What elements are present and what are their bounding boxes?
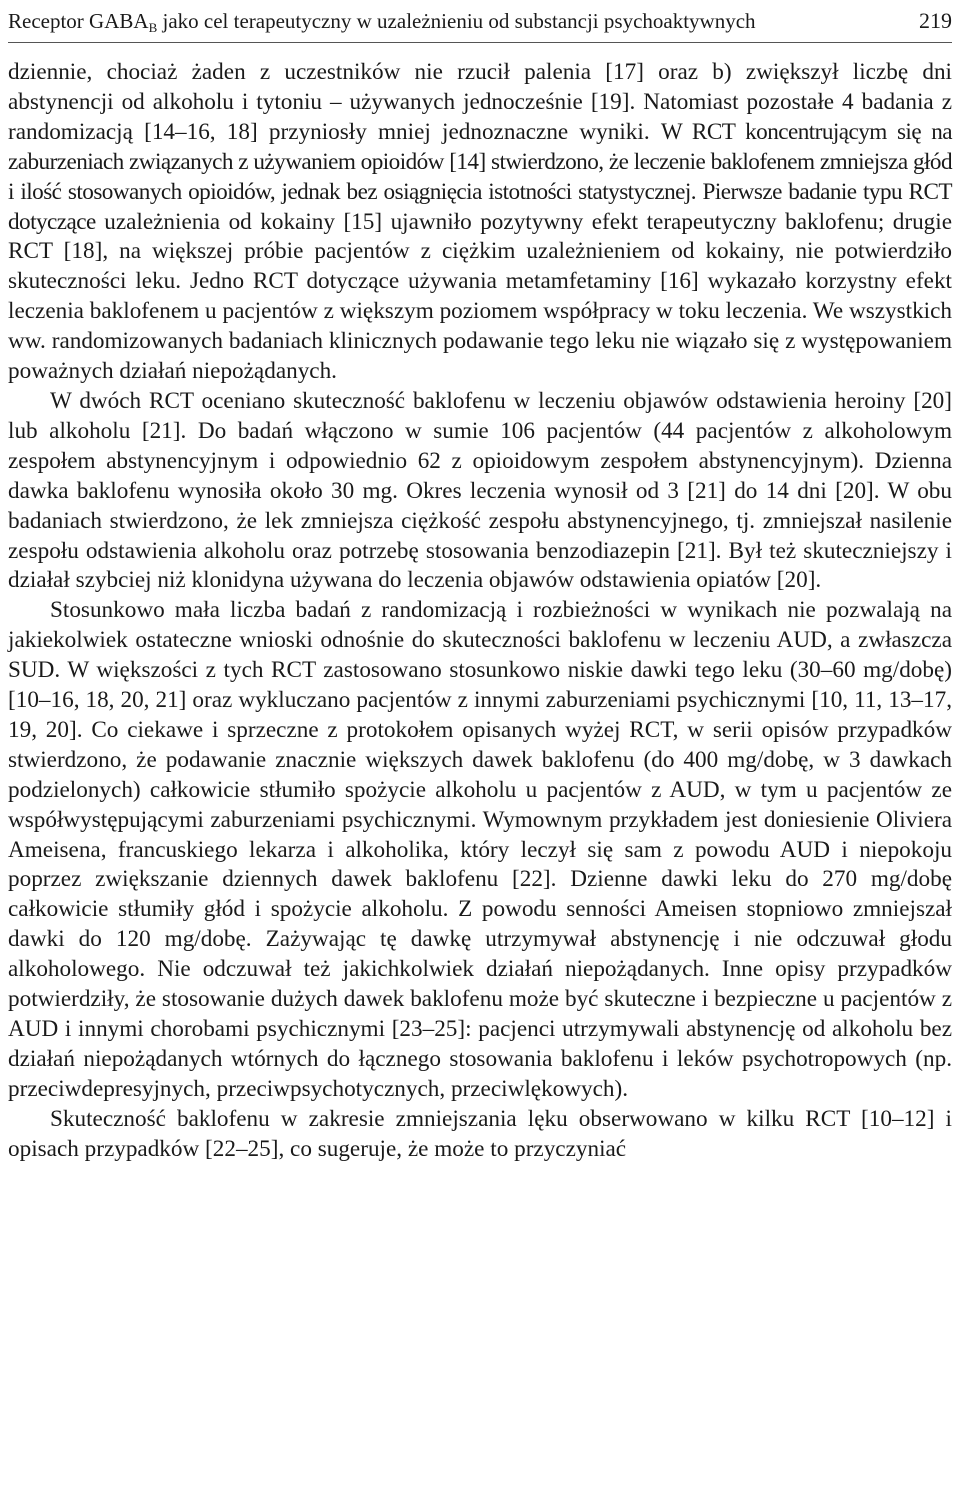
running-title-subscript: B [148, 19, 158, 35]
running-header [8, 0, 952, 43]
paragraph [8, 596, 952, 1104]
running-title-text: Receptor GABA [8, 8, 149, 33]
paragraph-text: W dwóch RCT oceniano skuteczność baklofenu w leczeniu objawów odstawienia heroiny [20] lub alkoholu [21]. Do badań włączono w sumie 106 pacjentów (44 pacjentów z alkoholowym zespołem abstynencyjnym i odpowiednio 62 z opioidowym zespołem abstynencyjnym). Dzienna dawka baklofenu wynosiła około 30 mg. Okres leczenia wynosił od 3 [21] do 14 dni [20]. W obu badaniach stwierdzono, że lek zmniejsza ciężkość zespołu abstynencyjnego, tj. zmniejszał nasilenie zespołu odstawienia alkoholu oraz potrzebę stosowania benzodiazepin [21]. Był też skuteczniejszy i działał szybciej niż klonidyna używana do leczenia objawów odstawienia opiatów [20]. [8, 387, 952, 594]
running-title-text-rest: jako cel terapeutyczny w uzależnieniu od substancji psychoaktywnych [157, 8, 756, 33]
paragraph-text: Skuteczność baklofenu w zakresie zmniejszania lęku obserwowano w kilku RCT [10–12] i opisach przypadków [22–25], co sugeruje, że może to przyczyniać [8, 1105, 952, 1162]
paragraph-text: W RCT koncentrującym się na zaburzeniach związanych z używaniem opioidów [14] stwierdzono, że leczenie baklofenem zmniejsza głód i ilość stosowanych opioidów, jednak bez osiągnięcia istotności statystycznej. Pierwsze badanie typu RCT dotyczące [8, 118, 953, 235]
page-number: 219 [919, 8, 952, 33]
paragraph-text: dziennie, chociaż żaden z uczestników nie rzucił palenia [17] oraz b) zwiększył liczbę dni abstynencji od alkoholu i tytoniu – używanych jednocześnie [19]. Natomiast pozostałe 4 badania z randomizacją [14–16, 18] przyniosły mniej jednoznaczne wyniki. [8, 59, 952, 145]
running-title [8, 9, 756, 34]
paragraph-text: uzależnienia od kokainy [15] ujawniło pozytywny efekt terapeutyczny baklofenu; drugie RCT [18], na większej próbie pacjentów z ciężkim uzależnieniem od kokainy, nie potwierdziło skuteczności leku. Jedno RCT dotyczące używania metamfetaminy [16] wykazało korzystny efekt leczenia baklofenem u pacjentów z większym poziomem współpracy w toku leczenia. We wszystkich ww. randomizowanych badaniach klinicznych podawanie tego leku nie wiązało się z występowaniem poważnych działań niepożądanych. [8, 208, 952, 385]
paragraph [8, 1105, 952, 1165]
article-body [8, 58, 952, 1165]
paragraph [8, 58, 952, 387]
paragraph-text: Stosunkowo mała liczba badań z randomizacją i rozbieżności w wynikach nie pozwalają na jakiekolwiek ostateczne wnioski odnośnie do skuteczności baklofenu w leczeniu AUD, a zwłaszcza SUD. W większości z tych RCT zastosowano stosunkowo niskie dawki tego leku (30–60 mg/dobę) [10–16, 18, 20, 21] oraz wykluczano pacjentów z innymi zaburzeniami psychicznymi [10, 11, 13–17, 19, 20]. Co ciekawe i sprzeczne z protokołem opisanych wyżej RCT, w serii opisów przypadków stwierdzono, że podawanie znacznie większych dawek baklofenu (do 400 mg/dobę, w 3 dawkach podzielonych) całkowicie stłumiło spożycie alkoholu u pacjentów z AUD, w tym u pacjentów ze współwystępującymi zaburzeniami psychicznymi. Wymownym przykładem jest doniesienie Oliviera Ameisena, francuskiego lekarza i alkoholika, który leczył się sam z powodu AUD i niepokoju poprzez zwiększanie dziennych dawek baklofenu [22]. Dzienne dawki leku do 270 mg/dobę całkowicie stłumiły głód i spożycie alkoholu. Z powodu senności Ameisen stopniowo zmniejszał dawki do 120 mg/dobę. Zażywając tę dawkę utrzymywał abstynencję i nie odczuwał głodu alkoholowego. Nie odczuwał też jakichkolwiek działań niepożądanych. Inne opisy przypadków potwierdziły, że stosowanie dużych dawek baklofenu może być skuteczne i bezpieczne u pacjentów z AUD i innymi chorobami psychicznymi [23–25]: pacjenci utrzymywali abstynencję od alkoholu bez działań niepożądanych wtórnych do łącznego stosowania baklofenu i leków psychotropowych (np. przeciwdepresyjnych, przeciwpsychotycznych, przeciwlękowych). [8, 597, 952, 1102]
paragraph [8, 387, 952, 596]
